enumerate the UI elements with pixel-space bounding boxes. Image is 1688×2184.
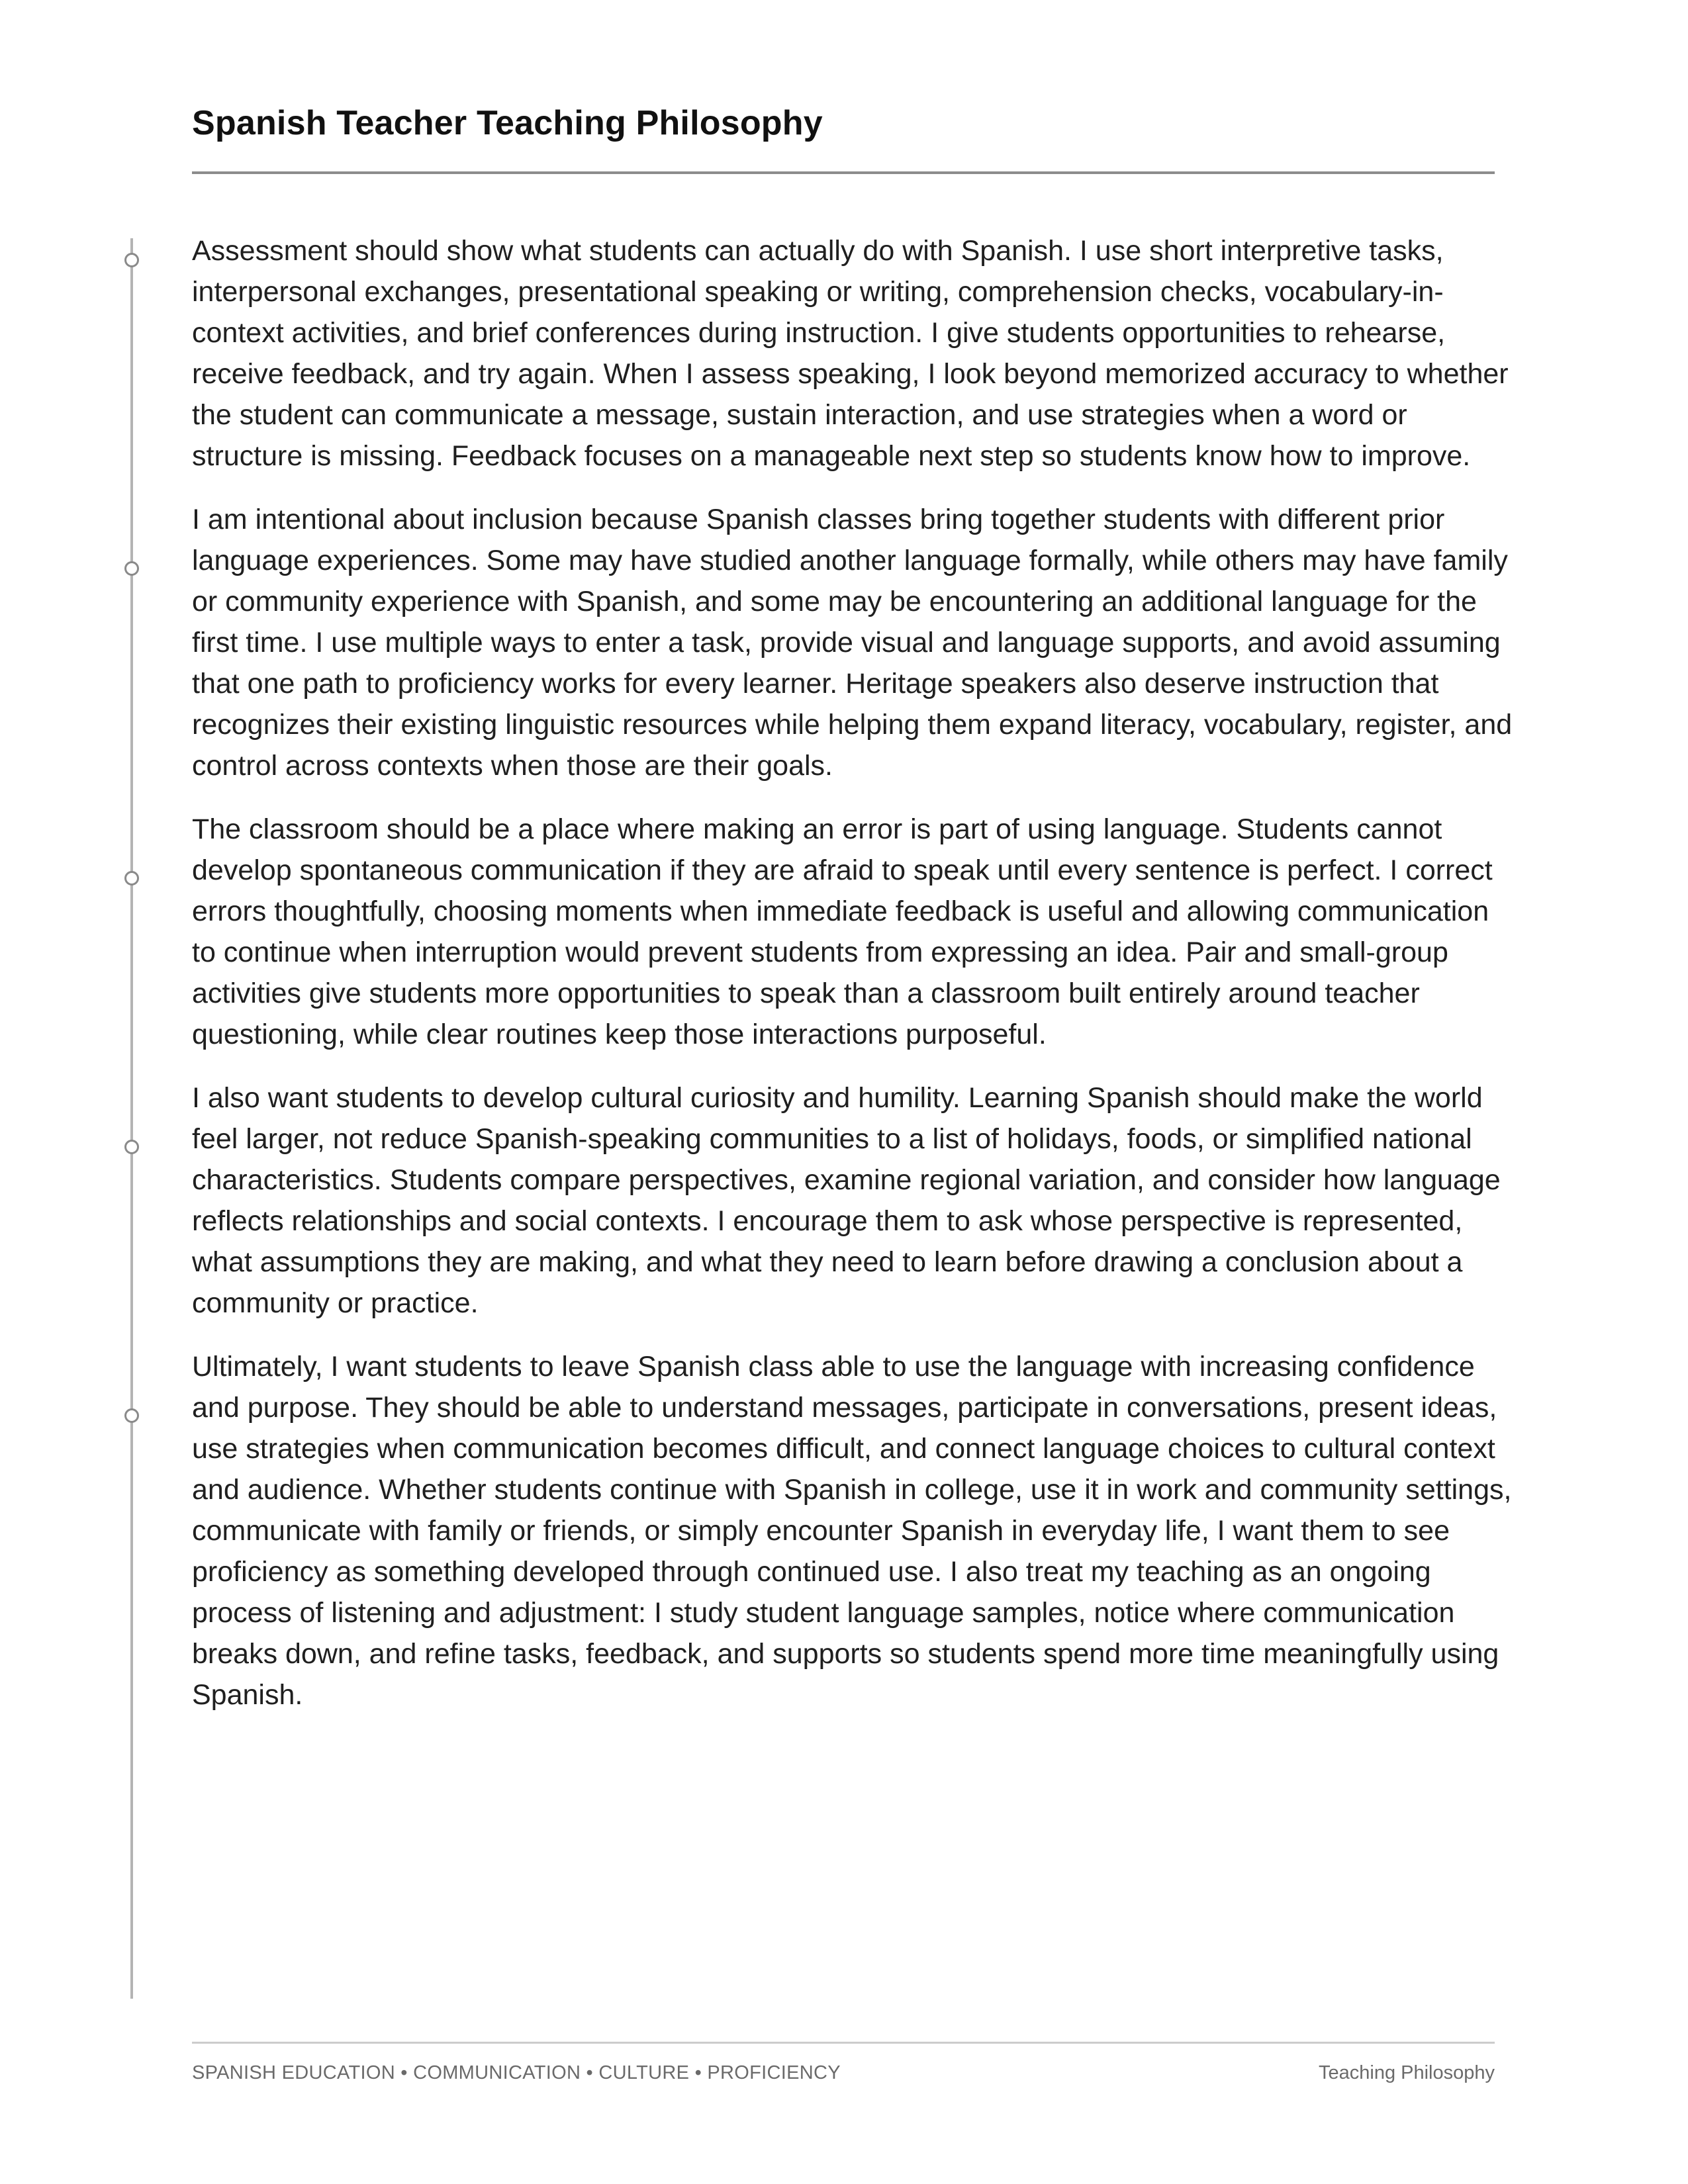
footer-divider	[192, 2042, 1495, 2044]
paragraph-ultimate-goals: Ultimately, I want students to leave Spanish class able to use the language with increasing confidence and purpose. They should be able to understand messages, participate in conversations, present ideas, use strategies when communication becomes difficult, and connect language choices to cultural context and audience. Whether students continue with Spanish in college, use it in work and community settings, communicate with family or friends, or simply encounter Spanish in everyday life, I want them to see proficiency as something developed through continued use. I also treat my teaching as an ongoing process of listening and adjustment: I study student language samples, notice where communication breaks down, and refine tasks, feedback, and supports so students spend more time meaningfully using Spanish.	[192, 1351, 1512, 1711]
page-title: Spanish Teacher Teaching Philosophy	[192, 104, 823, 142]
timeline-line	[130, 238, 133, 1999]
paragraph-assessment: Assessment should show what students can actually do with Spanish. I use short interpretive tasks, interpersonal exchanges, presentational speaking or writing, comprehension checks, vocabulary-in-context activities, and brief conferences during instruction. I give students opportunities to rehearse, receive feedback, and try again. When I assess speaking, I look beyond memorized accuracy to whether the student can communicate a message, sustain interaction, and use strategies when a word or structure is missing. Feedback focuses on a manageable next step so students know how to improve.	[192, 235, 1509, 472]
timeline-node-4	[124, 1140, 139, 1154]
timeline-node-2	[124, 561, 139, 576]
footer-document-label: Teaching Philosophy	[1318, 2062, 1495, 2083]
timeline-node-5	[124, 1408, 139, 1423]
paragraph-cultural-curiosity: I also want students to develop cultural curiosity and humility. Learning Spanish should make the world feel larger, not reduce Spanish-speaking communities to a list of holidays, foods, or simplified national characteristics. Students compare perspectives, examine regional variation, and consider how language reflects relationships and social contexts. I encourage them to ask whose perspective is represented, what assumptions they are making, and what they need to learn before drawing a conclusion about a community or practice.	[192, 1082, 1501, 1319]
timeline-node-1	[124, 253, 139, 267]
timeline-node-3	[124, 871, 139, 886]
paragraph-inclusion: I am intentional about inclusion because Spanish classes bring together students with different prior language experiences. Some may have studied another language formally, while others may have family or community experience with Spanish, and some may be encountering an additional language for the first time. I use multiple ways to enter a task, provide visual and language supports, and avoid assuming that one path to proficiency works for every learner. Heritage speakers also deserve instruction that recognizes their existing linguistic resources while helping them expand literacy, vocabulary, register, and control across contexts when those are their goals.	[192, 504, 1513, 782]
document-body	[192, 230, 1513, 1738]
footer-tagline: SPANISH EDUCATION • COMMUNICATION • CULTURE • PROFICIENCY	[192, 2062, 841, 2083]
paragraph-classroom-errors: The classroom should be a place where making an error is part of using language. Students cannot develop spontaneous communication if they are afraid to speak until every sentence is perfect. I correct errors thoughtfully, choosing moments when immediate feedback is useful and allowing communication to continue when interruption would prevent students from expressing an idea. Pair and small-group activities give students more opportunities to speak than a classroom built entirely around teacher questioning, while clear routines keep those interactions purposeful.	[192, 813, 1493, 1050]
title-divider	[192, 171, 1495, 174]
